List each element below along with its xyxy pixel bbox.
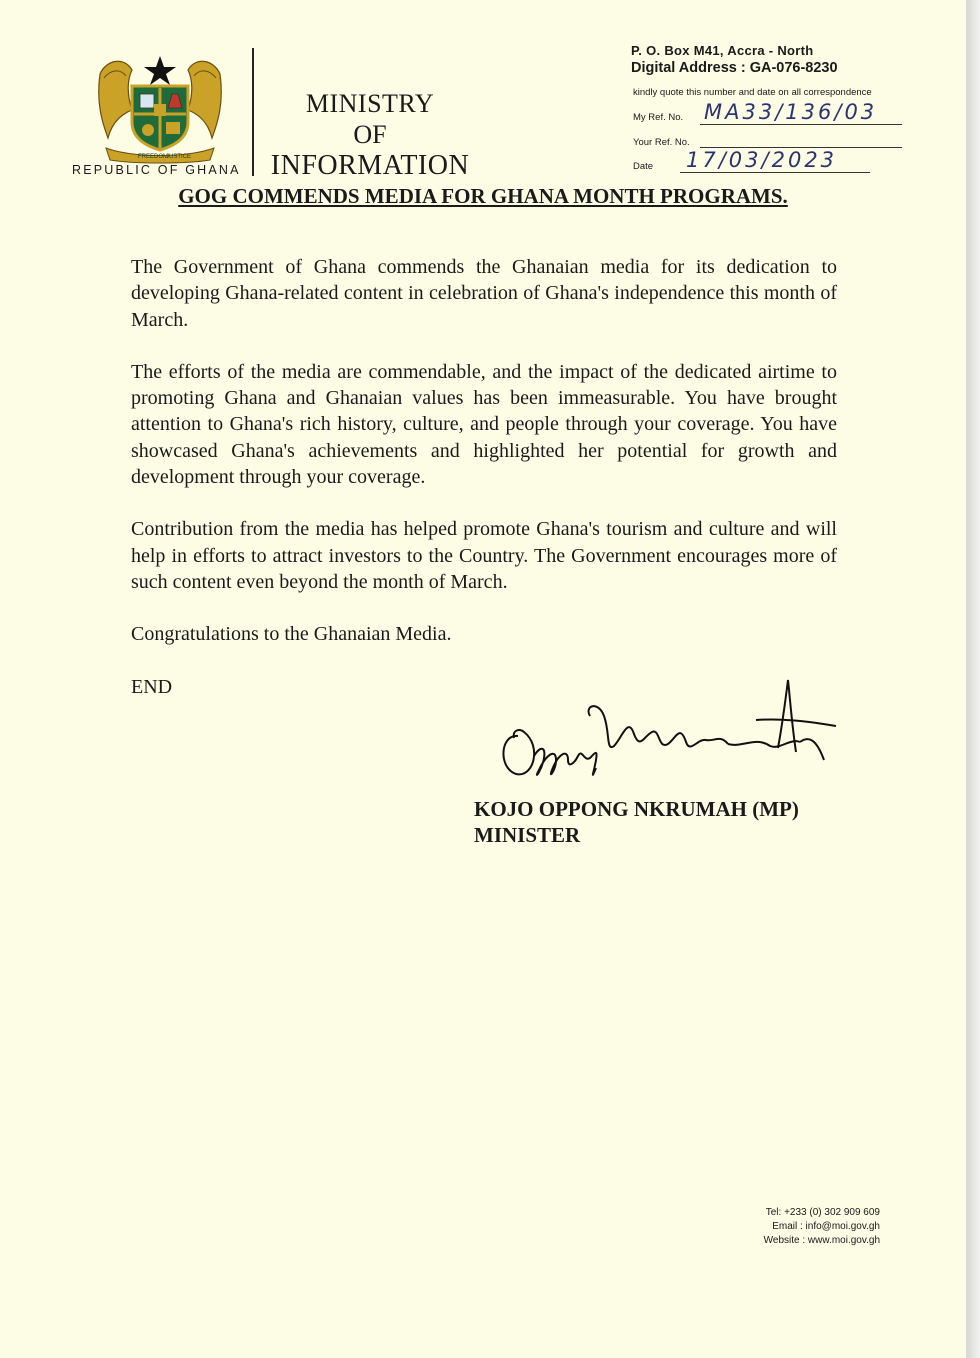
motto-justice: JUSTICE <box>166 154 192 160</box>
signatory-title: MINISTER <box>474 823 581 847</box>
date-value: 17/03/2023 <box>686 148 838 172</box>
signatory-block <box>474 796 799 848</box>
quote-note: kindly quote this number and date on all correspondence <box>633 87 872 98</box>
digital-address: Digital Address : GA-076-8230 <box>631 60 838 76</box>
page-edge-shadow <box>966 0 980 1358</box>
ministry-line-1: MINISTRY <box>305 89 435 118</box>
press-release-headline: GOG COMMENDS MEDIA FOR GHANA MONTH PROGRAMS. <box>178 184 788 208</box>
footer-website: Website : www.moi.gov.gh <box>763 1235 880 1246</box>
paragraph: Contribution from the media has helped promote Ghana's tourism and culture and will help in efforts to attract investors to the Country. The Government encourages more of such content even beyond the month of March. <box>131 518 837 593</box>
coat-of-arms-icon <box>92 52 228 164</box>
my-ref-line <box>700 124 902 125</box>
ministry-line-2: OF <box>353 120 387 149</box>
your-ref-label: Your Ref. No. <box>633 137 690 148</box>
date-line <box>680 172 870 173</box>
signature-icon <box>494 676 840 786</box>
paragraph: The Government of Ghana commends the Ghanaian media for its dedication to developing Ghana-related content in celebration of Ghana's independence this month of March. <box>131 256 837 331</box>
signatory-name: KOJO OPPONG NKRUMAH (MP) <box>474 797 799 821</box>
footer-tel: Tel: +233 (0) 302 909 609 <box>765 1207 880 1218</box>
republic-label: REPUBLIC OF GHANA <box>72 163 241 177</box>
letter-body <box>131 254 837 726</box>
footer-contact <box>764 1206 880 1248</box>
footer-email: Email : info@moi.gov.gh <box>772 1221 880 1232</box>
end-marker: END <box>131 675 173 698</box>
my-ref-label: My Ref. No. <box>633 112 684 123</box>
ministry-title <box>262 88 478 181</box>
ministry-line-3: INFORMATION <box>270 150 470 181</box>
letterhead-divider <box>252 48 254 176</box>
date-label: Date <box>633 161 654 172</box>
paragraph: The efforts of the media are commendable, and the impact of the dedicated airtime to promoting Ghana and Ghanaian values has been immeasurable. You have brought attention to Ghana's rich history, culture, and people through your coverage. You have showcased Ghana's achievements and highlighted her potential for growth and development through your coverage. <box>131 360 837 489</box>
my-ref-value: MA33/136/03 <box>704 100 878 124</box>
paragraph: Congratulations to the Ghanaian Media. <box>131 623 452 646</box>
motto-freedom: FREEDOM <box>138 154 168 160</box>
po-box: P. O. Box M41, Accra - North <box>631 43 814 58</box>
contact-block <box>631 43 838 76</box>
